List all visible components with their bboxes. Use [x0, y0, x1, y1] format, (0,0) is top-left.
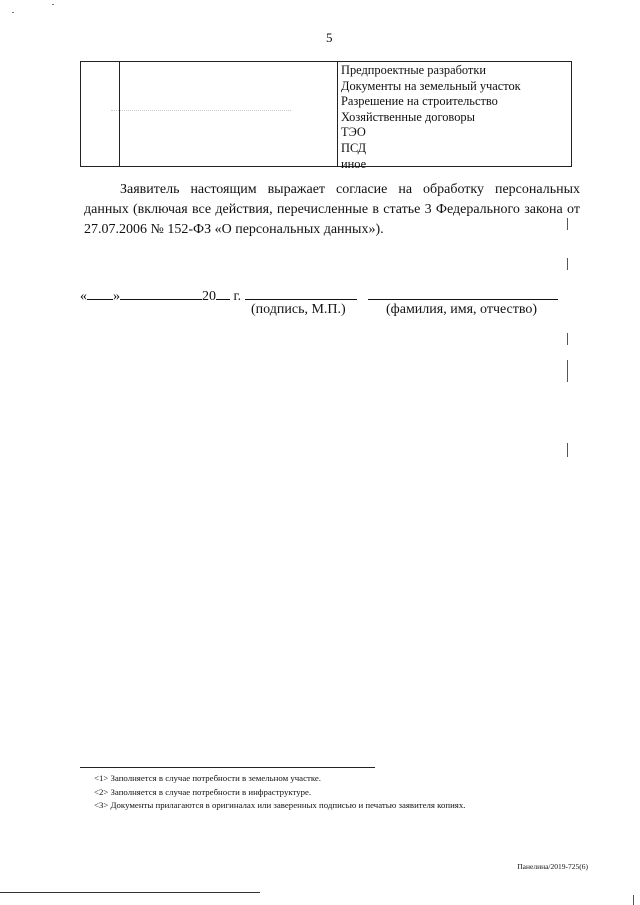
table-column-divider [337, 62, 338, 166]
page-number: 5 [326, 30, 333, 45]
list-item: ПСД [341, 140, 367, 155]
list-item: иное [341, 156, 367, 171]
footnote-3: <3> Документы прилагаются в оригиналах или заверенных подписью и печатью заявителя копиях. [94, 800, 466, 810]
quote-open: « [80, 289, 87, 304]
consent-paragraph: Заявитель настоящим выражает согласие на обработку персональных данных (включая все действия, перечисленные в статье 3 Федерального закона от 27.07.2006 № 152-ФЗ «О персональных данных»). [84, 182, 580, 237]
scan-artifact [12, 12, 14, 13]
footnote-2: <2> Заполняется в случае потребности в инфраструктуре. [94, 787, 312, 797]
signature-blank [245, 285, 357, 300]
full-name-caption: (фамилия, имя, отчество) [386, 302, 538, 317]
list-item: Хозяйственные договоры [341, 109, 475, 124]
day-blank [87, 285, 113, 300]
faded-table-text [111, 110, 291, 116]
month-blank [120, 285, 202, 300]
list-item: ТЭО [341, 125, 366, 140]
year-prefix: 20 [202, 289, 216, 304]
scan-artifact [567, 333, 568, 345]
document-type-list [341, 63, 521, 172]
year-suffix: г. [233, 289, 242, 304]
scan-artifact [567, 360, 568, 382]
bottom-scan-line [0, 892, 260, 893]
year-blank [216, 285, 230, 300]
list-item: Документы на земельный участок [341, 78, 521, 93]
signature-caption: (подпись, М.П.) [251, 302, 346, 317]
footnote-separator [80, 767, 375, 768]
scan-artifact [567, 258, 568, 270]
list-item: Предпроектные разработки [341, 63, 486, 77]
scan-artifact [633, 895, 634, 905]
full-name-blank [368, 285, 558, 300]
scan-artifact [567, 218, 568, 230]
documents-table [80, 61, 572, 171]
footnote-1: <1> Заполняется в случае потребности в земельном участке. [94, 773, 321, 783]
list-item: Разрешение на строительство [341, 94, 498, 109]
scan-artifact [52, 4, 54, 5]
quote-close: » [113, 289, 120, 304]
scan-artifact [567, 443, 568, 457]
document-id: Панелина/2019-725(6) [517, 862, 588, 871]
